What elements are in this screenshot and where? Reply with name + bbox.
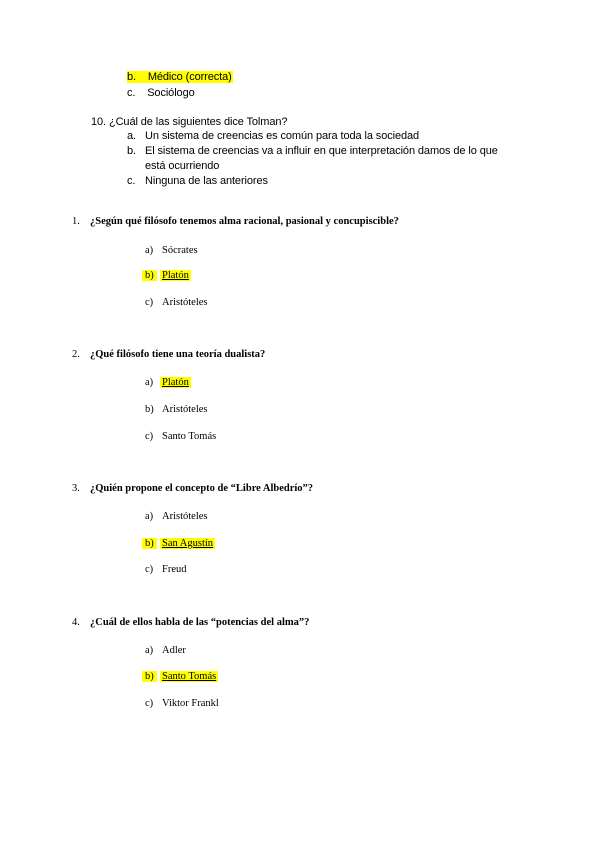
q3-option-c-text: Freud [162, 564, 187, 575]
option-marker: b. [127, 145, 136, 157]
q3-option-a-marker: a) [145, 511, 154, 522]
q3-number: 3. [72, 483, 80, 494]
top-item-c [127, 87, 195, 99]
q3-option-a-text: Aristóteles [162, 511, 208, 522]
q2-option-c-marker: c) [145, 431, 154, 442]
q4-option-a-marker: a) [145, 645, 154, 656]
q1-number: 1. [72, 216, 80, 227]
question-text: ¿Cuál de las siguientes dice Tolman? [108, 116, 288, 128]
q3-option-b-marker: b) [142, 538, 157, 549]
q4-option-c-marker: c) [145, 698, 154, 709]
q4-number: 4. [72, 617, 80, 628]
item-marker: b. [127, 71, 136, 83]
q10-option-a-text: Un sistema de creencias es común para toda la sociedad [145, 130, 420, 142]
q2-option-a-marker: a) [145, 377, 154, 388]
question-number: 10. [91, 116, 106, 128]
q2-number: 2. [72, 349, 80, 360]
q1-option-b-marker: b) [142, 270, 157, 281]
item-text: Médico (correcta) [147, 71, 232, 83]
option-marker: c. [127, 175, 136, 187]
q2-option-b-text: Aristóteles [162, 404, 208, 415]
q3-option-c-marker: c) [145, 564, 154, 575]
q4-question: ¿Cuál de ellos habla de las “potencias del alma”? [90, 617, 310, 628]
q1-option-a-marker: a) [145, 245, 154, 256]
q10-option-b-text-line1: El sistema de creencias va a influir en que interpretación damos de lo que [145, 145, 498, 157]
q10-option-c [127, 175, 135, 187]
item-text: Sociólogo [147, 87, 195, 99]
q2-option-b-marker: b) [145, 404, 154, 415]
q4-option-b-text: Santo Tomás [162, 671, 217, 682]
q2-question: ¿Qué filósofo tiene una teoría dualista? [90, 349, 266, 360]
q3-question: ¿Quién propone el concepto de “Libre Albedrío”? [90, 483, 314, 494]
q2-option-c-text: Santo Tomás [162, 431, 217, 442]
option-marker: a. [127, 130, 136, 142]
q2-option-a-text: Platón [162, 377, 189, 388]
q1-option-a-text: Sócrates [162, 245, 198, 256]
q1-option-c-marker: c) [145, 297, 154, 308]
q10-option-c-text: Ninguna de las anteriores [145, 175, 268, 187]
q4-option-a-text: Adler [162, 645, 186, 656]
q1-option-c-text: Aristóteles [162, 297, 208, 308]
q4-option-b-marker: b) [142, 671, 157, 682]
top-item-b [127, 71, 233, 83]
q4-option-c-text: Viktor Frankl [162, 698, 219, 709]
item-marker: c. [127, 87, 136, 99]
q10-option-a [127, 130, 136, 142]
q1-option-b-text: Platón [162, 270, 189, 281]
q1-question: ¿Según qué filósofo tenemos alma racional, pasional y concupiscible? [90, 216, 399, 227]
q3-option-b-text: San Agustín [162, 538, 214, 549]
q10-question [91, 116, 287, 128]
q10-option-b [127, 145, 136, 157]
q10-option-b-text-line2: está ocurriendo [145, 160, 220, 172]
